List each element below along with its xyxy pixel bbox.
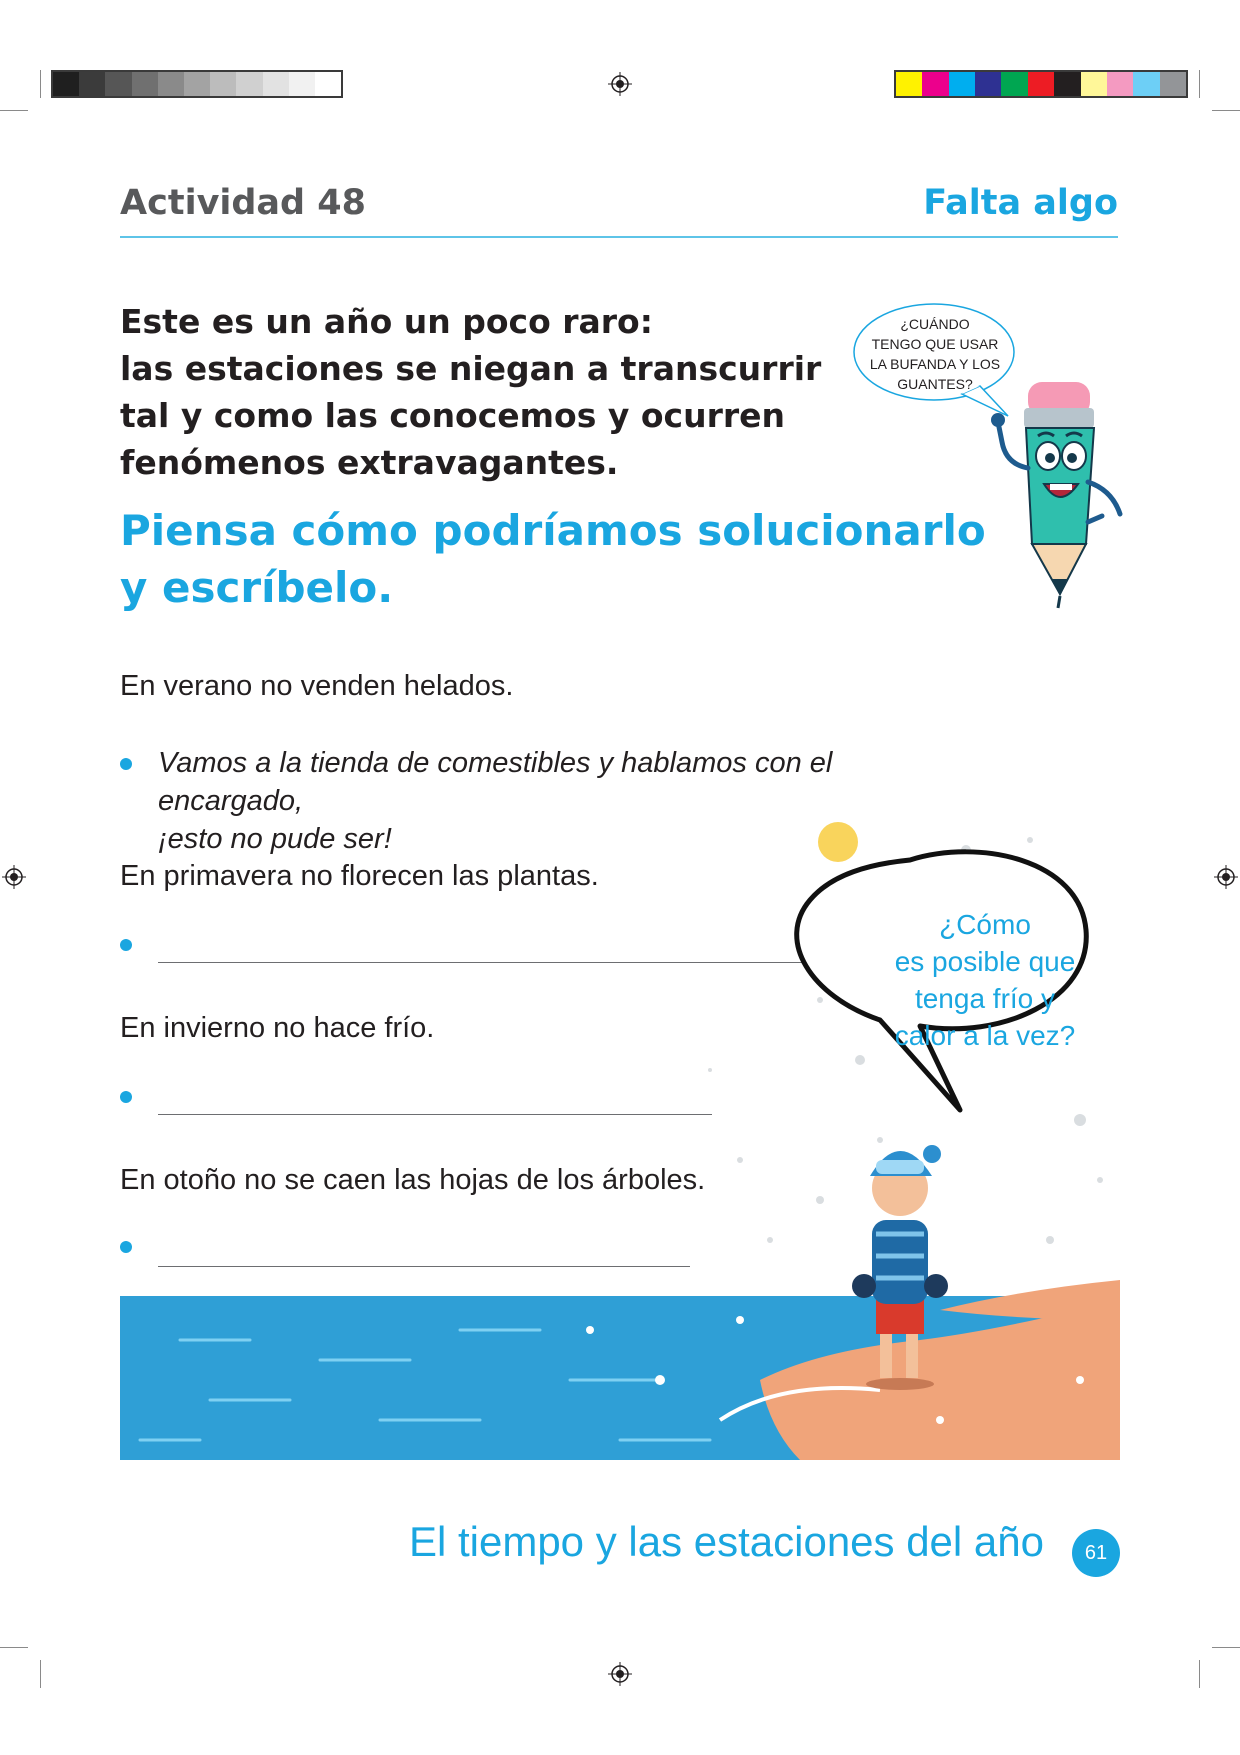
- gray-swatch: [53, 72, 79, 96]
- registration-mark-icon: [1214, 865, 1238, 889]
- color-swatch: [1054, 72, 1080, 96]
- header-divider: [120, 236, 1118, 238]
- gray-swatch: [184, 72, 210, 96]
- intro-line: las estaciones se niegan a transcurrir: [120, 349, 822, 388]
- gray-swatch: [158, 72, 184, 96]
- color-swatch: [1081, 72, 1107, 96]
- intro-line: tal y como las conocemos y ocurren: [120, 396, 786, 435]
- color-swatch: [1028, 72, 1054, 96]
- gray-swatch: [289, 72, 315, 96]
- crop-mark: [40, 70, 41, 98]
- grayscale-calibration-bar: [51, 70, 343, 98]
- activity-title: Actividad 48: [120, 183, 366, 223]
- crop-mark: [1199, 1660, 1200, 1688]
- color-swatch: [1107, 72, 1133, 96]
- pencil-bubble-line: LA BUFANDA Y LOS: [869, 356, 1001, 372]
- pencil-bubble-line: GUANTES?: [897, 376, 973, 392]
- section-title: Falta algo: [923, 183, 1118, 223]
- instruction-line: Piensa cómo podríamos solucionarlo: [120, 506, 986, 555]
- color-calibration-bar: [894, 70, 1188, 98]
- exercise-prompt: En verano no venden helados.: [120, 670, 514, 702]
- gray-swatch: [79, 72, 105, 96]
- exercise-prompt: En invierno no hace frío.: [120, 1012, 435, 1044]
- crop-mark: [1199, 70, 1200, 98]
- crop-mark: [0, 1647, 28, 1648]
- exercise-prompt: En otoño no se caen las hojas de los árboles.: [120, 1164, 706, 1196]
- gray-swatch: [210, 72, 236, 96]
- kid-bubble-text: [880, 906, 1090, 1054]
- pencil-bubble-line: TENGO QUE USAR: [871, 336, 999, 352]
- bullet-icon: [120, 758, 132, 770]
- intro-line: fenómenos extravagantes.: [120, 443, 619, 482]
- gray-swatch: [105, 72, 131, 96]
- answer-line: ¡esto no pude ser!: [158, 823, 392, 855]
- answer-line: Vamos a la tienda de comestibles y hablamos con el encargado,: [158, 747, 833, 817]
- crop-mark: [0, 110, 28, 111]
- gray-swatch: [315, 72, 341, 96]
- kid-bubble-line: ¿Cómo: [939, 909, 1031, 940]
- color-swatch: [1133, 72, 1159, 96]
- page-number-badge: 61: [1072, 1529, 1120, 1577]
- pencil-bubble-line: ¿CUÁNDO: [900, 316, 970, 332]
- crop-mark: [1212, 110, 1240, 111]
- color-swatch: [1001, 72, 1027, 96]
- gray-swatch: [132, 72, 158, 96]
- kid-bubble-line: calor a la vez?: [894, 1020, 1076, 1051]
- crop-mark: [1212, 1647, 1240, 1648]
- instruction-line: y escríbelo.: [120, 563, 394, 612]
- gray-swatch: [236, 72, 262, 96]
- chapter-title: El tiempo y las estaciones del año: [408, 1518, 1044, 1565]
- registration-mark-icon: [2, 865, 26, 889]
- gray-swatch: [263, 72, 289, 96]
- color-swatch: [922, 72, 948, 96]
- intro-paragraph: [120, 298, 840, 486]
- intro-line: Este es un año un poco raro:: [120, 302, 653, 341]
- kid-bubble-line: tenga frío y: [914, 983, 1056, 1014]
- kid-bubble-line: es posible que: [894, 946, 1076, 977]
- color-swatch: [896, 72, 922, 96]
- registration-mark-icon: [608, 72, 632, 96]
- crop-mark: [40, 1660, 41, 1688]
- registration-mark-icon: [608, 1662, 632, 1686]
- color-swatch: [1160, 72, 1186, 96]
- color-swatch: [949, 72, 975, 96]
- color-swatch: [975, 72, 1001, 96]
- exercise-prompt: En primavera no florecen las plantas.: [120, 860, 599, 892]
- pencil-character-illustration: [980, 372, 1130, 612]
- instruction-heading: [120, 502, 990, 616]
